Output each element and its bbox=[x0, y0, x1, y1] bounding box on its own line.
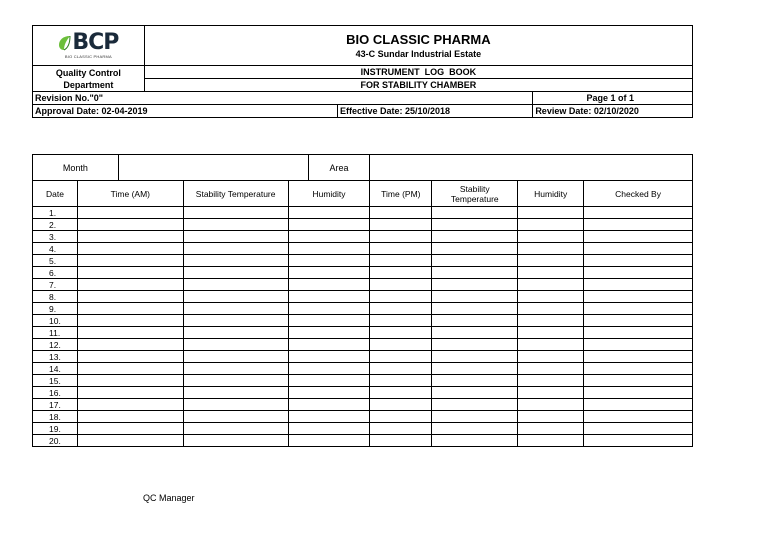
entry-cell[interactable] bbox=[518, 423, 584, 435]
company-address: 43-C Sundar Industrial Estate bbox=[355, 48, 482, 59]
entry-cell[interactable] bbox=[584, 243, 693, 255]
entry-cell[interactable] bbox=[288, 351, 370, 363]
table-row bbox=[33, 207, 693, 219]
entry-cell[interactable] bbox=[518, 279, 584, 291]
entry-cell[interactable] bbox=[370, 435, 432, 447]
column-header-time-am: Time (AM) bbox=[77, 181, 183, 207]
entry-cell[interactable] bbox=[518, 255, 584, 267]
entry-cell[interactable] bbox=[370, 375, 432, 387]
entry-cell[interactable] bbox=[77, 255, 183, 267]
document-title-2: FOR STABILITY CHAMBER bbox=[144, 79, 692, 92]
table-row bbox=[33, 255, 693, 267]
table-row bbox=[33, 267, 693, 279]
table-row bbox=[33, 303, 693, 315]
entry-cell[interactable] bbox=[432, 435, 518, 447]
entry-cell[interactable] bbox=[584, 375, 693, 387]
month-label: Month bbox=[33, 155, 119, 181]
entry-cell[interactable] bbox=[288, 411, 370, 423]
entry-cell[interactable] bbox=[183, 351, 288, 363]
entry-cell[interactable] bbox=[77, 339, 183, 351]
entry-cell[interactable] bbox=[288, 243, 370, 255]
entry-cell[interactable] bbox=[584, 219, 693, 231]
entry-cell[interactable] bbox=[584, 231, 693, 243]
row-date-number: 8. bbox=[33, 291, 78, 303]
entry-cell[interactable] bbox=[288, 231, 370, 243]
row-date-number: 3. bbox=[33, 231, 78, 243]
row-date-number: 9. bbox=[33, 303, 78, 315]
entry-cell[interactable] bbox=[432, 279, 518, 291]
table-row bbox=[33, 243, 693, 255]
review-date: Review Date: 02/10/2020 bbox=[533, 105, 693, 118]
entry-cell[interactable] bbox=[288, 363, 370, 375]
column-header-humidity-am: Humidity bbox=[288, 181, 370, 207]
qc-manager-signature-label: QC Manager bbox=[143, 493, 195, 503]
table-row bbox=[33, 327, 693, 339]
column-header-checked-by: Checked By bbox=[584, 181, 693, 207]
entry-cell[interactable] bbox=[77, 363, 183, 375]
entry-cell[interactable] bbox=[370, 231, 432, 243]
entry-cell[interactable] bbox=[370, 255, 432, 267]
entry-cell[interactable] bbox=[518, 399, 584, 411]
entry-cell[interactable] bbox=[77, 267, 183, 279]
logo-subtext: BIO CLASSIC PHARMA bbox=[64, 53, 112, 59]
entry-cell[interactable] bbox=[432, 291, 518, 303]
entry-cell[interactable] bbox=[77, 303, 183, 315]
entry-cell[interactable] bbox=[432, 351, 518, 363]
entry-cell[interactable] bbox=[432, 375, 518, 387]
entry-cell[interactable] bbox=[584, 351, 693, 363]
entry-cell[interactable] bbox=[370, 279, 432, 291]
entry-cell[interactable] bbox=[77, 423, 183, 435]
entry-cell[interactable] bbox=[518, 375, 584, 387]
entry-cell[interactable] bbox=[584, 423, 693, 435]
entry-cell[interactable] bbox=[288, 339, 370, 351]
entry-cell[interactable] bbox=[77, 315, 183, 327]
entry-cell[interactable] bbox=[432, 315, 518, 327]
entry-cell[interactable] bbox=[370, 315, 432, 327]
entry-cell[interactable] bbox=[288, 399, 370, 411]
entry-cell[interactable] bbox=[370, 243, 432, 255]
department-line-1: Quality Control bbox=[55, 67, 121, 78]
entry-cell[interactable] bbox=[183, 267, 288, 279]
entry-cell[interactable] bbox=[77, 219, 183, 231]
entry-cell[interactable] bbox=[518, 291, 584, 303]
entry-cell[interactable] bbox=[518, 243, 584, 255]
row-date-number: 20. bbox=[33, 435, 78, 447]
entry-cell[interactable] bbox=[77, 387, 183, 399]
entry-cell[interactable] bbox=[432, 303, 518, 315]
table-row bbox=[33, 291, 693, 303]
row-date-number: 19. bbox=[33, 423, 78, 435]
entry-cell[interactable] bbox=[370, 219, 432, 231]
column-header-stability-temperature-pm: Stability Temperature bbox=[432, 181, 518, 207]
row-date-number: 11. bbox=[33, 327, 78, 339]
log-rows bbox=[33, 207, 693, 447]
table-row bbox=[33, 411, 693, 423]
entry-cell[interactable] bbox=[183, 411, 288, 423]
column-header-humidity-pm: Humidity bbox=[518, 181, 584, 207]
month-field[interactable] bbox=[118, 155, 308, 181]
table-row bbox=[33, 387, 693, 399]
row-date-number: 16. bbox=[33, 387, 78, 399]
table-row bbox=[33, 339, 693, 351]
entry-cell[interactable] bbox=[584, 399, 693, 411]
table-row bbox=[33, 375, 693, 387]
entry-cell[interactable] bbox=[518, 219, 584, 231]
entry-cell[interactable] bbox=[288, 375, 370, 387]
entry-cell[interactable] bbox=[370, 423, 432, 435]
row-date-number: 18. bbox=[33, 411, 78, 423]
entry-cell[interactable] bbox=[183, 387, 288, 399]
entry-cell[interactable] bbox=[183, 231, 288, 243]
entry-cell[interactable] bbox=[518, 315, 584, 327]
entry-cell[interactable] bbox=[77, 435, 183, 447]
company-name: BIO CLASSIC PHARMA bbox=[346, 31, 491, 47]
entry-cell[interactable] bbox=[518, 303, 584, 315]
logo-cell bbox=[33, 26, 145, 66]
entry-cell[interactable] bbox=[584, 279, 693, 291]
entry-cell[interactable] bbox=[432, 387, 518, 399]
entry-cell[interactable] bbox=[518, 231, 584, 243]
entry-cell[interactable] bbox=[183, 423, 288, 435]
entry-cell[interactable] bbox=[370, 303, 432, 315]
entry-cell[interactable] bbox=[77, 291, 183, 303]
entry-cell[interactable] bbox=[518, 207, 584, 219]
entry-cell[interactable] bbox=[183, 375, 288, 387]
entry-cell[interactable] bbox=[432, 411, 518, 423]
entry-cell[interactable] bbox=[432, 219, 518, 231]
entry-cell[interactable] bbox=[77, 375, 183, 387]
entry-cell[interactable] bbox=[183, 219, 288, 231]
entry-cell[interactable] bbox=[77, 327, 183, 339]
entry-cell[interactable] bbox=[584, 327, 693, 339]
entry-cell[interactable] bbox=[370, 267, 432, 279]
entry-cell[interactable] bbox=[432, 207, 518, 219]
entry-cell[interactable] bbox=[183, 207, 288, 219]
entry-cell[interactable] bbox=[370, 339, 432, 351]
table-row bbox=[33, 363, 693, 375]
entry-cell[interactable] bbox=[518, 435, 584, 447]
approval-date: Approval Date: 02-04-2019 bbox=[33, 105, 338, 118]
logo-text: BCP bbox=[72, 29, 119, 55]
entry-cell[interactable] bbox=[370, 291, 432, 303]
row-date-number: 12. bbox=[33, 339, 78, 351]
entry-cell[interactable] bbox=[432, 363, 518, 375]
row-date-number: 1. bbox=[33, 207, 78, 219]
entry-cell[interactable] bbox=[288, 279, 370, 291]
entry-cell[interactable] bbox=[183, 291, 288, 303]
entry-cell[interactable] bbox=[183, 255, 288, 267]
entry-cell[interactable] bbox=[518, 363, 584, 375]
row-date-number: 10. bbox=[33, 315, 78, 327]
company-block bbox=[144, 26, 692, 66]
entry-cell[interactable] bbox=[77, 243, 183, 255]
entry-cell[interactable] bbox=[432, 255, 518, 267]
entry-cell[interactable] bbox=[584, 387, 693, 399]
entry-cell[interactable] bbox=[183, 243, 288, 255]
row-date-number: 2. bbox=[33, 219, 78, 231]
entry-cell[interactable] bbox=[584, 291, 693, 303]
entry-cell[interactable] bbox=[288, 315, 370, 327]
area-field[interactable] bbox=[370, 155, 693, 181]
entry-cell[interactable] bbox=[518, 411, 584, 423]
table-row bbox=[33, 219, 693, 231]
entry-cell[interactable] bbox=[183, 435, 288, 447]
row-date-number: 7. bbox=[33, 279, 78, 291]
entry-cell[interactable] bbox=[288, 435, 370, 447]
stability-log-table bbox=[32, 154, 693, 447]
column-header-date: Date bbox=[33, 181, 78, 207]
entry-cell[interactable] bbox=[584, 411, 693, 423]
table-row bbox=[33, 435, 693, 447]
entry-cell[interactable] bbox=[518, 327, 584, 339]
entry-cell[interactable] bbox=[370, 327, 432, 339]
table-row bbox=[33, 351, 693, 363]
department-cell bbox=[33, 66, 145, 92]
revision-number: Revision No."0" bbox=[33, 92, 533, 105]
department-line-2: Department bbox=[63, 79, 114, 90]
entry-cell[interactable] bbox=[183, 339, 288, 351]
entry-cell[interactable] bbox=[288, 327, 370, 339]
document-header-table bbox=[32, 25, 693, 118]
column-header-stability-temperature-am: Stability Temperature bbox=[183, 181, 288, 207]
column-header-time-pm: Time (PM) bbox=[370, 181, 432, 207]
entry-cell[interactable] bbox=[77, 399, 183, 411]
entry-cell[interactable] bbox=[77, 207, 183, 219]
entry-cell[interactable] bbox=[288, 255, 370, 267]
entry-cell[interactable] bbox=[288, 423, 370, 435]
entry-cell[interactable] bbox=[183, 279, 288, 291]
entry-cell[interactable] bbox=[288, 387, 370, 399]
company-logo bbox=[58, 29, 119, 59]
table-row bbox=[33, 315, 693, 327]
entry-cell[interactable] bbox=[370, 207, 432, 219]
entry-cell[interactable] bbox=[288, 291, 370, 303]
entry-cell[interactable] bbox=[584, 315, 693, 327]
entry-cell[interactable] bbox=[432, 423, 518, 435]
row-date-number: 4. bbox=[33, 243, 78, 255]
entry-cell[interactable] bbox=[77, 279, 183, 291]
effective-date: Effective Date: 25/10/2018 bbox=[337, 105, 532, 118]
entry-cell[interactable] bbox=[432, 327, 518, 339]
entry-cell[interactable] bbox=[370, 363, 432, 375]
row-date-number: 6. bbox=[33, 267, 78, 279]
entry-cell[interactable] bbox=[370, 351, 432, 363]
document-title-1: INSTRUMENT LOG BOOK bbox=[144, 66, 692, 79]
entry-cell[interactable] bbox=[288, 207, 370, 219]
table-row bbox=[33, 423, 693, 435]
entry-cell[interactable] bbox=[288, 303, 370, 315]
entry-cell[interactable] bbox=[584, 207, 693, 219]
entry-cell[interactable] bbox=[77, 231, 183, 243]
entry-cell[interactable] bbox=[432, 243, 518, 255]
entry-cell[interactable] bbox=[288, 219, 370, 231]
table-row bbox=[33, 231, 693, 243]
entry-cell[interactable] bbox=[518, 339, 584, 351]
entry-cell[interactable] bbox=[584, 255, 693, 267]
entry-cell[interactable] bbox=[77, 411, 183, 423]
entry-cell[interactable] bbox=[183, 327, 288, 339]
page-number: Page 1 of 1 bbox=[533, 92, 693, 105]
entry-cell[interactable] bbox=[432, 231, 518, 243]
entry-cell[interactable] bbox=[432, 399, 518, 411]
entry-cell[interactable] bbox=[584, 363, 693, 375]
area-label: Area bbox=[308, 155, 370, 181]
entry-cell[interactable] bbox=[183, 399, 288, 411]
entry-cell[interactable] bbox=[432, 339, 518, 351]
entry-cell[interactable] bbox=[183, 363, 288, 375]
entry-cell[interactable] bbox=[77, 351, 183, 363]
row-date-number: 17. bbox=[33, 399, 78, 411]
entry-cell[interactable] bbox=[584, 435, 693, 447]
entry-cell[interactable] bbox=[518, 351, 584, 363]
entry-cell[interactable] bbox=[288, 267, 370, 279]
row-date-number: 14. bbox=[33, 363, 78, 375]
entry-cell[interactable] bbox=[432, 267, 518, 279]
table-row bbox=[33, 399, 693, 411]
entry-cell[interactable] bbox=[183, 315, 288, 327]
entry-cell[interactable] bbox=[370, 411, 432, 423]
row-date-number: 15. bbox=[33, 375, 78, 387]
row-date-number: 5. bbox=[33, 255, 78, 267]
entry-cell[interactable] bbox=[584, 303, 693, 315]
entry-cell[interactable] bbox=[183, 303, 288, 315]
entry-cell[interactable] bbox=[584, 339, 693, 351]
table-row bbox=[33, 279, 693, 291]
entry-cell[interactable] bbox=[370, 399, 432, 411]
entry-cell[interactable] bbox=[518, 387, 584, 399]
row-date-number: 13. bbox=[33, 351, 78, 363]
entry-cell[interactable] bbox=[584, 267, 693, 279]
entry-cell[interactable] bbox=[370, 387, 432, 399]
entry-cell[interactable] bbox=[518, 267, 584, 279]
leaf-icon bbox=[58, 35, 72, 51]
